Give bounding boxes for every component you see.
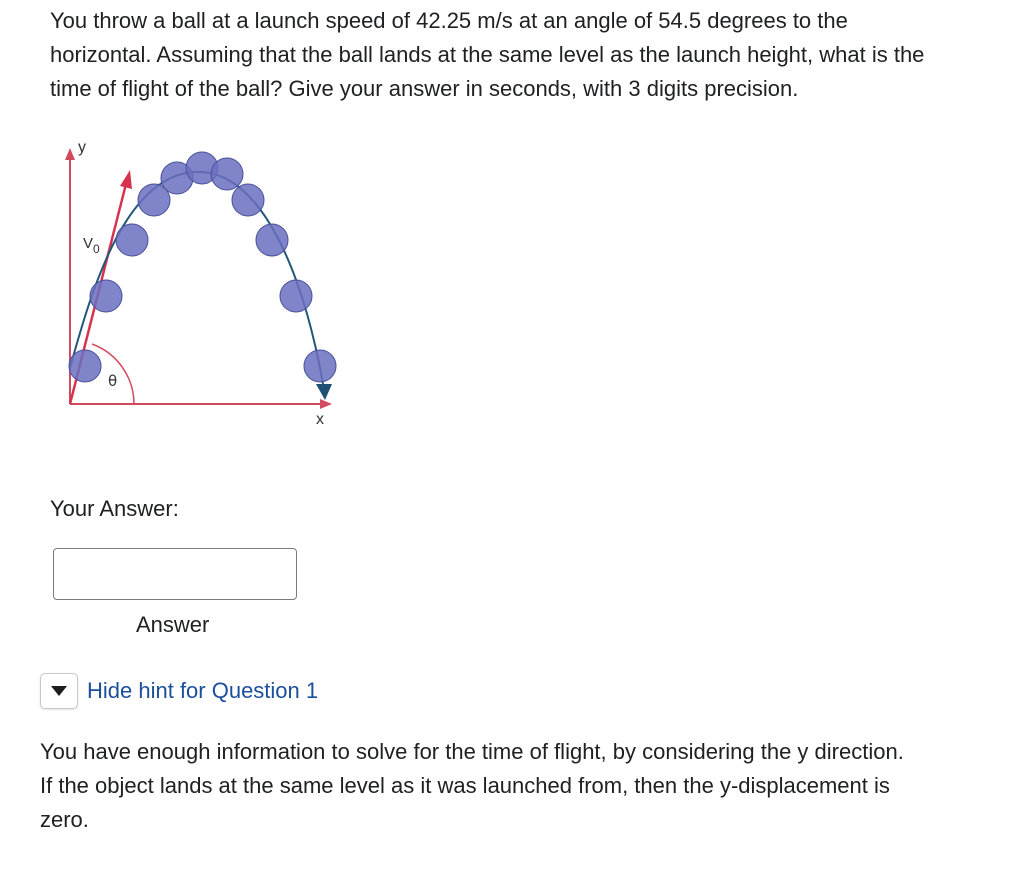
ball bbox=[69, 350, 101, 382]
x-axis bbox=[70, 399, 332, 409]
answer-caption: Answer bbox=[136, 612, 210, 637]
hide-hint-link[interactable]: Hide hint for Question 1 bbox=[87, 678, 319, 703]
x-axis-label: x bbox=[316, 411, 324, 428]
ball bbox=[304, 350, 336, 382]
ball bbox=[116, 224, 148, 256]
ball bbox=[256, 224, 288, 256]
question-text: You throw a ball at a launch speed of 42.25 m/s at an angle of 54.5 degrees to the horizontal. Assuming that the ball lands at the same level as the launch height, what is the time of flight of the ball? Give your answer in seconds, with 3 digits precision. bbox=[50, 8, 925, 101]
y-axis-label: y bbox=[78, 139, 86, 156]
ball bbox=[280, 280, 312, 312]
hint-toggle-button[interactable] bbox=[40, 673, 78, 709]
hint-toggle[interactable] bbox=[40, 672, 318, 710]
ball bbox=[211, 158, 243, 190]
velocity-label: $V_0$ bbox=[83, 235, 100, 256]
answer-input[interactable] bbox=[53, 548, 297, 600]
landing-arrow bbox=[316, 384, 332, 400]
caret-down-icon bbox=[50, 685, 68, 697]
angle-label: θ bbox=[108, 372, 118, 390]
ball bbox=[90, 280, 122, 312]
your-answer-label: Your Answer: bbox=[50, 496, 179, 521]
ball-positions bbox=[69, 152, 336, 382]
ball bbox=[232, 184, 264, 216]
projectile-figure bbox=[52, 128, 352, 438]
hint-text: You have enough information to solve for the time of flight, by considering the y direction. If the object lands at the same level as it was launched from, then the y-displacement is zero. bbox=[40, 739, 904, 832]
